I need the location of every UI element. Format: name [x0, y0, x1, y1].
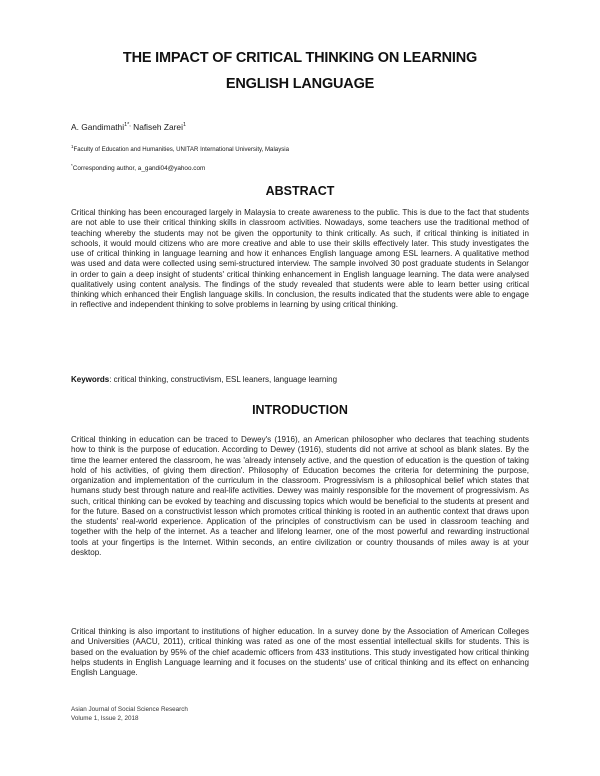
corresponding-author — [71, 163, 205, 172]
author-2-mark: 1 — [182, 122, 187, 129]
introduction-heading: INTRODUCTION — [252, 403, 348, 417]
author-1-name: A. Gandimathi — [71, 122, 125, 132]
footer-journal: Asian Journal of Social Science Research — [71, 706, 188, 713]
page-footer — [71, 706, 188, 723]
introduction-paragraph-2: Critical thinking is also important to institutions of higher education. In a survey done by the Association of American Colleges and Universities (AACU, 2011), critical thinking was rated as one of the most essential intellectual skills for students. This is based on the evaluation by 95% of the chief academic officers from 433 institutions. This study investigated how critical thinking helps students in English Language learning and it focuses on the students' use of critical thinking and its effect on enhancing English Language. — [71, 627, 529, 677]
keywords-line — [71, 375, 337, 384]
corresponding-text: Corresponding author, a_gandi04@yahoo.com — [72, 165, 206, 173]
paper-title-line-1: THE IMPACT OF CRITICAL THINKING ON LEARNING — [122, 50, 478, 66]
footer-volume: Volume 1, Issue 2, 2018 — [71, 714, 139, 722]
abstract-body: Critical thinking has been encouraged largely in Malaysia to create awareness to the public. This is due to the fact that students are not able to use their critical thinking skills in classroom activities. Nowadays, some teachers use the traditional method of teaching whereby the students may not be given the opportunity to think critically. As such, if critical thinking is initiated in schools, it would mould citizens who are more creative and able to use their skills effectively later. This study investigates the use of critical thinking in language learning and how it enhances English language among ESL learners. A qualitative method was used and data were collected using semi-structured interview. The sample involved 30 post graduate students in Selangor in order to gain a deep insight of students' critical thinking enhancement in English language learning. The data were analysed qualitatively using content analysis. The findings of the study revealed that students were able to learn better using critical thinking which enhanced their English language skills. In conclusion, the results indicated that the students were able to engage in reflective and independent thinking to solve problems in learning by using critical thinking. — [71, 208, 529, 310]
author-line — [71, 122, 186, 132]
affiliation — [71, 144, 289, 153]
affiliation-mark: 1 — [71, 144, 74, 149]
keywords-text: : critical thinking, constructivism, ESL leaners, language learning — [109, 375, 338, 384]
affiliation-text: Faculty of Education and Humanities, UNITAR International University, Malaysia — [73, 146, 290, 154]
author-2-name: Nafiseh Zarei — [133, 122, 183, 132]
paper-title-line-2: ENGLISH LANGUAGE — [225, 76, 375, 92]
introduction-paragraph-1: Critical thinking in education can be traced to Dewey's (1916), an American philosopher who declares that teaching students how to think is the purpose of education. According to Dewey (1916), students did not arrive at school as blank slates. By the time the learner entered the classroom, he was 'already intensely active, and the question of education is the question of taking hold of his activities, of giving them direction'. Philosophy of Education becomes the criteria for determining the purpose, organization and implementation of the curriculum in the classroom. Progressivism is a philosophical belief which states that humans study best through nature and real-life activities. Dewey was mainly responsible for the movement of progressivism. As such, critical thinking can be evoked by teaching and discussing topics which would be beneficial to the students at present and for the future. Based on a constructivist lesson which promotes critical thinking is rooted in an authentic context that draws upon the students' real-world experience. Application of the principles of constructivism can be used in classroom teaching and together with the help of the internet. As a teacher and lifelong learner, one of the most powerful and rewarding instructional tools at your fingertips is the Internet. Within seconds, an entire civilization or country thousands of miles away is at your desktop. — [71, 435, 529, 557]
corresponding-mark: * — [71, 163, 73, 168]
author-1-mark: 1*, — [124, 122, 131, 129]
keywords-label: Keywords — [71, 375, 110, 384]
abstract-heading: ABSTRACT — [265, 184, 335, 198]
